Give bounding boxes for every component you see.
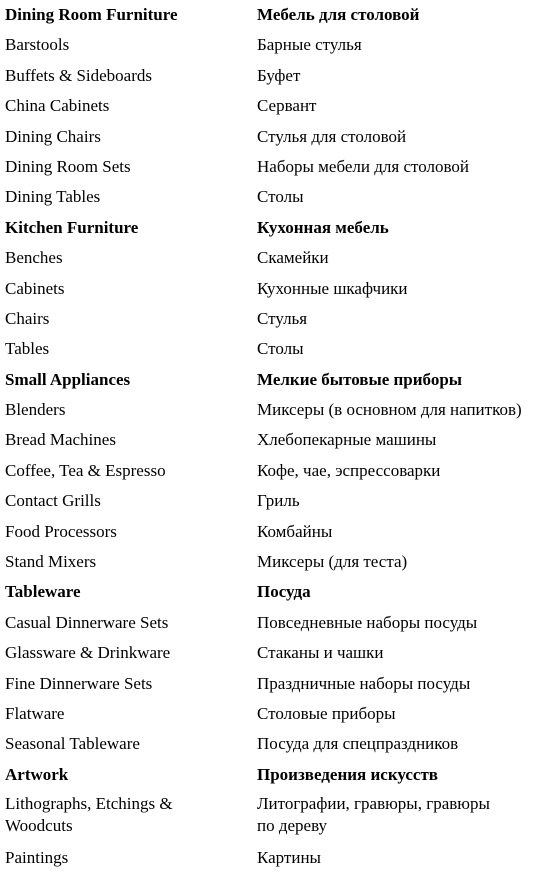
term-english: Blenders: [5, 400, 66, 420]
section-heading-russian: Посуда: [257, 582, 311, 602]
section-heading-english: Kitchen Furniture: [5, 217, 139, 237]
term-russian: Миксеры (для теста): [257, 552, 408, 572]
term-russian: Сервант: [257, 96, 317, 116]
term-english: Fine Dinnerware Sets: [5, 673, 153, 693]
term-english: Chairs: [5, 308, 50, 328]
term-english: Casual Dinnerware Sets: [5, 612, 169, 632]
term-russian: Гриль: [257, 491, 300, 511]
section-heading-row: [0, 216, 556, 246]
term-row: [0, 33, 556, 63]
term-russian: Хлебопекарные машины: [257, 430, 437, 450]
term-russian: Картины: [257, 848, 321, 868]
term-row: [0, 155, 556, 185]
term-row: [0, 94, 556, 124]
term-english: Food Processors: [5, 521, 117, 541]
term-english: Lithographs, Etchings & Woodcuts: [5, 794, 173, 836]
section-heading-row: [0, 3, 556, 33]
term-english: Bread Machines: [5, 430, 116, 450]
term-russian: Столовые приборы: [257, 703, 396, 723]
term-english: Barstools: [5, 35, 70, 55]
term-russian: Повседневные наборы посуды: [257, 612, 478, 632]
term-row: [0, 398, 556, 428]
term-row: [0, 307, 556, 337]
term-row: [0, 550, 556, 580]
term-row: [0, 793, 556, 846]
term-russian: Буфет: [257, 65, 301, 85]
term-english: Buffets & Sideboards: [5, 65, 153, 85]
term-english: Contact Grills: [5, 491, 101, 511]
term-russian: Барные стулья: [257, 35, 362, 55]
term-english: Glassware & Drinkware: [5, 643, 171, 663]
section-heading-russian: Кухонная мебель: [257, 217, 389, 237]
term-row: [0, 846, 556, 876]
term-row: [0, 641, 556, 671]
section-heading-english: Dining Room Furniture: [5, 5, 178, 24]
term-english: Benches: [5, 248, 63, 268]
term-row: [0, 64, 556, 94]
term-row: [0, 337, 556, 367]
term-russian: Праздничные наборы посуды: [257, 673, 471, 693]
term-russian: Миксеры (в основном для напитков): [257, 400, 522, 420]
term-english: Dining Tables: [5, 187, 101, 207]
section-heading-row: [0, 580, 556, 610]
section-heading-russian: Мебель для столовой: [257, 5, 420, 24]
term-english: Stand Mixers: [5, 552, 97, 572]
term-english: Dining Chairs: [5, 126, 101, 146]
term-russian: Литографии, гравюры, гравюры по дереву: [257, 794, 490, 836]
term-russian: Стулья: [257, 308, 308, 328]
term-row: [0, 611, 556, 641]
section-heading-russian: Произведения искусств: [257, 764, 438, 784]
term-row: [0, 428, 556, 458]
term-row: [0, 125, 556, 155]
section-heading-english: Small Appliances: [5, 369, 131, 389]
term-english: Seasonal Tableware: [5, 734, 140, 754]
section-heading-row: [0, 368, 556, 398]
section-heading-row: [0, 763, 556, 793]
term-english: Cabinets: [5, 278, 65, 298]
term-russian: Кухонные шкафчики: [257, 278, 408, 298]
term-row: [0, 246, 556, 276]
term-english: China Cabinets: [5, 96, 110, 116]
term-row: [0, 732, 556, 762]
section-heading-english: Artwork: [5, 764, 69, 784]
term-english: Coffee, Tea & Espresso: [5, 460, 166, 480]
term-row: [0, 520, 556, 550]
term-russian: Посуда для спецпраздников: [257, 734, 459, 754]
term-russian: Столы: [257, 187, 304, 207]
term-english: Paintings: [5, 848, 69, 868]
term-russian: Стаканы и чашки: [257, 643, 384, 663]
term-english: Tables: [5, 339, 50, 359]
term-row: [0, 702, 556, 732]
term-row: [0, 459, 556, 489]
section-heading-russian: Мелкие бытовые приборы: [257, 369, 463, 389]
term-russian: Наборы мебели для столовой: [257, 156, 469, 176]
term-russian: Столы: [257, 339, 304, 359]
term-row: [0, 277, 556, 307]
term-russian: Скамейки: [257, 248, 329, 268]
section-heading-english: Tableware: [5, 582, 81, 602]
term-russian: Комбайны: [257, 521, 333, 541]
term-row: [0, 672, 556, 702]
term-english: Flatware: [5, 703, 65, 723]
term-row: [0, 489, 556, 519]
term-russian: Стулья для столовой: [257, 126, 407, 146]
term-english: Dining Room Sets: [5, 156, 131, 176]
term-russian: Кофе, чае, эспрессоварки: [257, 460, 441, 480]
term-row: [0, 185, 556, 215]
